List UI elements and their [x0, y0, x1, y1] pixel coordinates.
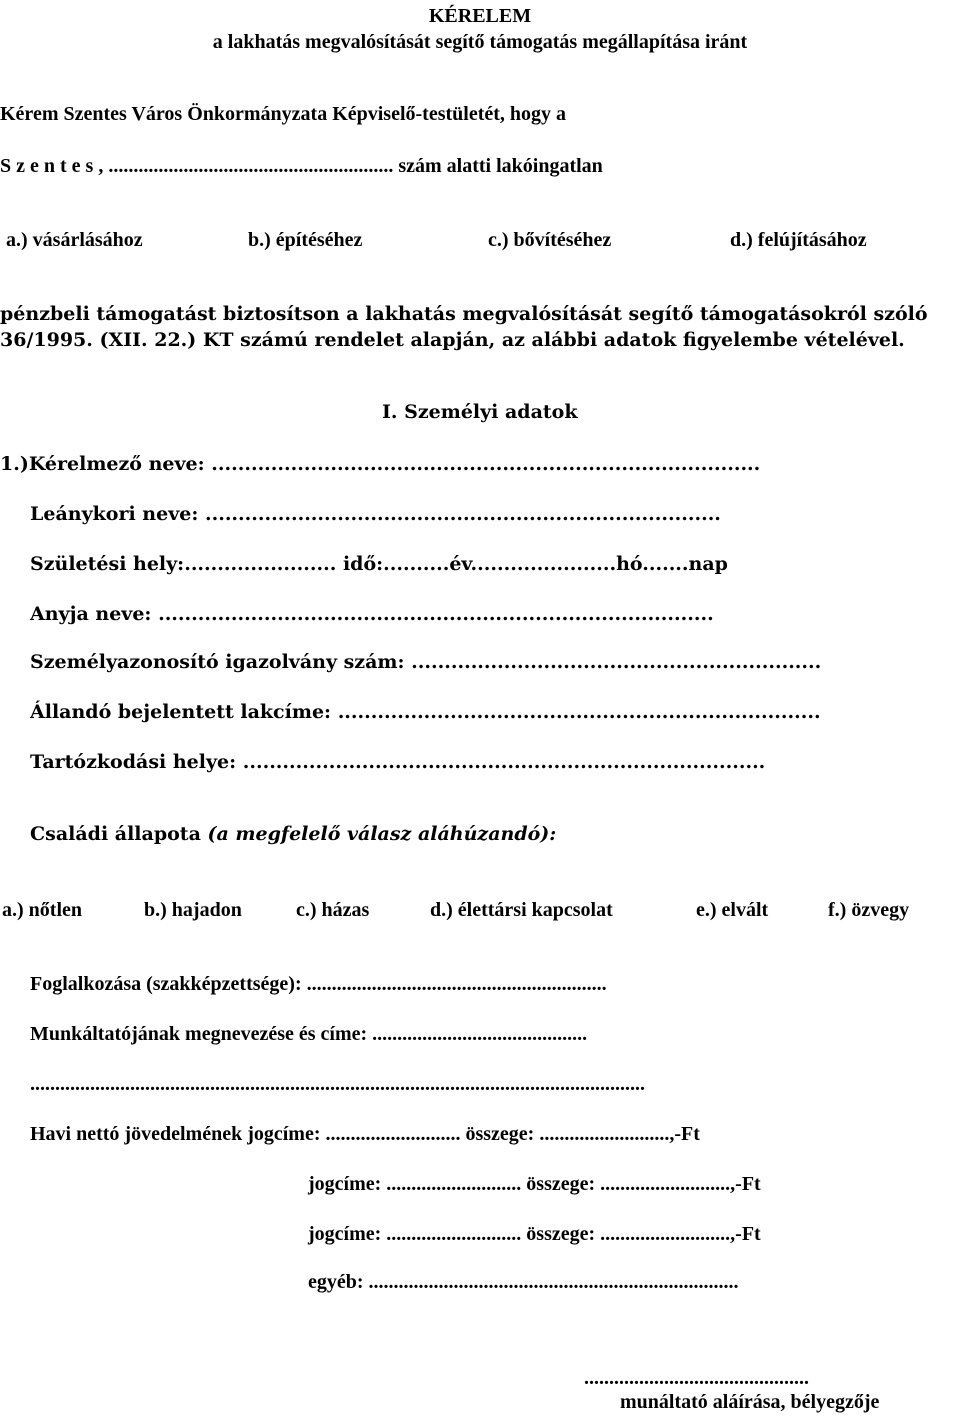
birth-place-label: Születési hely:: [30, 553, 185, 575]
purpose-option-b: b.) építéséhez: [248, 229, 363, 251]
income-row-1: [30, 1122, 700, 1146]
birth-row: [30, 552, 728, 576]
applicant-name-row: [0, 452, 760, 476]
employer-row: [30, 1022, 587, 1046]
residence-row: [30, 750, 765, 774]
employer-field[interactable]: ...........................................: [372, 1023, 588, 1045]
purpose-option-c: c.) bővítéséhez: [488, 229, 612, 251]
signature-line[interactable]: .............................................: [584, 1367, 809, 1389]
purpose-option-a: a.) vásárlásához: [6, 229, 143, 251]
employer-label: Munkáltatójának megnevezése és címe:: [30, 1023, 368, 1045]
family-status-row: [30, 822, 556, 846]
employer-continuation-field[interactable]: ...........................................................................................................................: [30, 1073, 645, 1095]
maiden-name-label: Leánykori neve:: [30, 503, 199, 525]
residence-field[interactable]: ...............................................................................: [242, 751, 766, 773]
family-status-note: (a megfelelő válasz aláhúzandó):: [207, 823, 557, 845]
address-row: [30, 700, 821, 724]
purpose-option-d: d.) felújításához: [730, 229, 867, 251]
request-line-2: [0, 154, 603, 178]
city-label: S z e n t e s ,: [0, 155, 104, 177]
address-suffix: szám alatti lakóingatlan: [398, 155, 603, 177]
currency-1: ,-Ft: [669, 1123, 700, 1145]
maiden-name-field[interactable]: ..............................................................................: [204, 503, 721, 525]
birth-day-field[interactable]: .......: [642, 553, 689, 575]
request-paragraph-2: 36/1995. (XII. 22.) KT számú rendelet alapján, az alábbi adatok figyelembe vételével.: [0, 329, 905, 351]
maiden-name-row: [30, 502, 721, 526]
month-label: hó: [616, 553, 643, 575]
occupation-row: [30, 972, 607, 996]
amount-label-2: összege:: [526, 1173, 596, 1195]
day-label: nap: [688, 553, 728, 575]
currency-2: ,-Ft: [730, 1173, 761, 1195]
mother-name-field[interactable]: ....................................................................................: [158, 603, 714, 625]
family-option-b[interactable]: b.) hajadon: [144, 899, 242, 921]
page-title: KÉRELEM: [428, 5, 532, 27]
applicant-name-label: 1.)Kérelmező neve:: [0, 453, 205, 475]
income-title-field-2[interactable]: ...........................: [386, 1173, 522, 1195]
other-income-row: [308, 1270, 739, 1294]
legal-title-label-3: jogcíme:: [308, 1223, 382, 1245]
amount-field-2[interactable]: ..........................: [600, 1173, 731, 1195]
legal-title-label-2: jogcíme:: [308, 1173, 382, 1195]
other-income-field[interactable]: ..........................................................................: [368, 1271, 739, 1293]
occupation-field[interactable]: ............................................................: [306, 973, 607, 995]
address-field[interactable]: .........................................................: [108, 155, 394, 177]
birth-year-field[interactable]: ..........: [383, 553, 450, 575]
family-option-f[interactable]: f.) özvegy: [828, 899, 910, 921]
income-row-2: [308, 1172, 761, 1196]
currency-3: ,-Ft: [730, 1223, 761, 1245]
family-option-d[interactable]: d.) élettársi kapcsolat: [430, 899, 613, 921]
permanent-address-field[interactable]: .........................................................................: [337, 701, 821, 723]
birth-place-field[interactable]: .......................: [184, 553, 337, 575]
applicant-name-field[interactable]: ...................................................................................: [211, 453, 761, 475]
amount-field-3[interactable]: ..........................: [600, 1223, 731, 1245]
other-label: egyéb:: [308, 1271, 364, 1293]
income-row-3: [308, 1222, 761, 1246]
mother-name-label: Anyja neve:: [30, 603, 152, 625]
id-number-label: Személyazonosító igazolvány szám:: [30, 651, 405, 673]
year-label: év: [449, 553, 471, 575]
family-option-a[interactable]: a.) nőtlen: [2, 899, 82, 921]
income-title-field-1[interactable]: ...........................: [325, 1123, 461, 1145]
request-paragraph-1: pénzbeli támogatást biztosítson a lakhatás megvalósítását segítő támogatásokról szóló: [0, 303, 928, 325]
birth-month-field[interactable]: ......................: [470, 553, 617, 575]
amount-field-1[interactable]: ..........................: [539, 1123, 670, 1145]
amount-label-1: összege:: [465, 1123, 535, 1145]
income-title-field-3[interactable]: ...........................: [386, 1223, 522, 1245]
id-number-field[interactable]: ..............................................................: [411, 651, 822, 673]
family-option-c[interactable]: c.) házas: [296, 899, 370, 921]
family-option-e[interactable]: e.) elvált: [696, 899, 769, 921]
residence-label: Tartózkodási helye:: [30, 751, 237, 773]
amount-label-3: összege:: [526, 1223, 596, 1245]
signature-caption: munáltató aláírása, bélyegzője: [620, 1391, 880, 1413]
birth-time-label: idő:: [342, 553, 384, 575]
request-line-1: Kérem Szentes Város Önkormányzata Képviselő-testületét, hogy a: [0, 103, 567, 125]
mother-name-row: [30, 602, 714, 626]
id-number-row: [30, 650, 821, 674]
occupation-label: Foglalkozása (szakképzettsége):: [30, 973, 302, 995]
family-status-label: Családi állapota: [30, 823, 201, 845]
section-heading: I. Személyi adatok: [382, 401, 578, 423]
address-label: Állandó bejelentett lakcíme:: [30, 701, 332, 723]
income-label: Havi nettó jövedelmének jogcíme:: [30, 1123, 321, 1145]
page-subtitle: a lakhatás megvalósítását segítő támogatás megállapítása iránt: [212, 31, 748, 53]
